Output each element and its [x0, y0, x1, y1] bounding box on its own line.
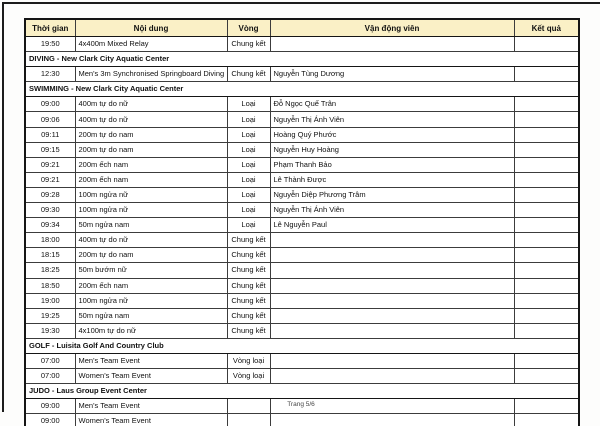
event-row	[25, 172, 579, 187]
event-cell: 400m tự do nữ	[75, 112, 227, 127]
athlete-cell	[270, 308, 514, 323]
event-cell: Men's Team Event	[75, 353, 227, 368]
event-row	[25, 127, 579, 142]
result-cell	[514, 353, 579, 368]
event-row	[25, 293, 579, 308]
event-cell: 4x400m Mixed Relay	[75, 37, 227, 52]
event-cell: 200m ếch nam	[75, 172, 227, 187]
event-row	[25, 414, 579, 426]
result-cell	[514, 142, 579, 157]
athlete-cell	[270, 233, 514, 248]
event-cell: 50m ngửa nam	[75, 218, 227, 233]
col-header-event: Nội dung	[75, 19, 227, 37]
result-cell	[514, 127, 579, 142]
result-cell	[514, 203, 579, 218]
round-cell: Loại	[227, 172, 270, 187]
athlete-cell	[270, 263, 514, 278]
result-cell	[514, 233, 579, 248]
athlete-cell: Nguyễn Thị Ánh Viên	[270, 203, 514, 218]
event-cell: 50m ngửa nam	[75, 308, 227, 323]
event-row	[25, 248, 579, 263]
result-cell	[514, 323, 579, 338]
time-cell: 19:00	[25, 293, 75, 308]
time-cell: 19:50	[25, 37, 75, 52]
event-row	[25, 187, 579, 202]
result-cell	[514, 97, 579, 112]
time-cell: 09:28	[25, 187, 75, 202]
round-cell: Chung kết	[227, 278, 270, 293]
athlete-cell	[270, 37, 514, 52]
time-cell: 09:30	[25, 203, 75, 218]
time-cell: 07:00	[25, 353, 75, 368]
athlete-cell: Hoàng Quý Phước	[270, 127, 514, 142]
event-row	[25, 353, 579, 368]
round-cell: Chung kết	[227, 263, 270, 278]
event-cell: 200m ếch nam	[75, 278, 227, 293]
athlete-cell	[270, 353, 514, 368]
result-cell	[514, 414, 579, 426]
col-header-athlete: Vận động viên	[270, 19, 514, 37]
event-cell: Women's Team Event	[75, 369, 227, 384]
athlete-cell: Phạm Thanh Bảo	[270, 157, 514, 172]
athlete-cell	[270, 323, 514, 338]
event-cell: 200m tự do nam	[75, 127, 227, 142]
event-cell: Men's Team Event	[75, 399, 227, 414]
athlete-cell: Nguyễn Tùng Dương	[270, 67, 514, 82]
athlete-cell	[270, 278, 514, 293]
result-cell	[514, 308, 579, 323]
round-cell: Chung kết	[227, 293, 270, 308]
event-cell: 200m tự do nam	[75, 142, 227, 157]
result-cell	[514, 248, 579, 263]
time-cell: 09:00	[25, 414, 75, 426]
athlete-cell: Lê Thành Được	[270, 172, 514, 187]
time-cell: 09:34	[25, 218, 75, 233]
event-row	[25, 308, 579, 323]
time-cell: 09:21	[25, 157, 75, 172]
section-row	[25, 384, 579, 399]
event-cell: Women's Team Event	[75, 414, 227, 426]
time-cell: 07:00	[25, 369, 75, 384]
time-cell: 19:30	[25, 323, 75, 338]
result-cell	[514, 67, 579, 82]
result-cell	[514, 218, 579, 233]
round-cell: Chung kết	[227, 308, 270, 323]
result-cell	[514, 263, 579, 278]
athlete-cell	[270, 248, 514, 263]
schedule-table	[24, 18, 580, 426]
event-row	[25, 37, 579, 52]
col-header-result: Kết quả	[514, 19, 579, 37]
result-cell	[514, 187, 579, 202]
table-header	[25, 19, 579, 37]
time-cell: 18:15	[25, 248, 75, 263]
athlete-cell	[270, 293, 514, 308]
event-cell: 200m ếch nam	[75, 157, 227, 172]
event-row	[25, 97, 579, 112]
athlete-cell: Đỗ Ngọc Quế Trân	[270, 97, 514, 112]
athlete-cell	[270, 414, 514, 426]
result-cell	[514, 157, 579, 172]
round-cell: Vòng loại	[227, 369, 270, 384]
event-row	[25, 203, 579, 218]
time-cell: 18:25	[25, 263, 75, 278]
round-cell: Loại	[227, 218, 270, 233]
result-cell	[514, 112, 579, 127]
round-cell: Chung kết	[227, 248, 270, 263]
event-row	[25, 278, 579, 293]
event-row	[25, 67, 579, 82]
athlete-cell: Nguyễn Huy Hoàng	[270, 142, 514, 157]
event-cell: 400m tự do nữ	[75, 97, 227, 112]
time-cell: 12:30	[25, 67, 75, 82]
section-row	[25, 52, 579, 67]
event-cell: Men's 3m Synchronised Springboard Diving	[75, 67, 227, 82]
event-cell: 200m tự do nam	[75, 248, 227, 263]
round-cell: Loại	[227, 127, 270, 142]
section-row	[25, 338, 579, 353]
event-row	[25, 323, 579, 338]
event-row	[25, 142, 579, 157]
result-cell	[514, 369, 579, 384]
time-cell: 18:50	[25, 278, 75, 293]
section-label: GOLF - Luisita Golf And Country Club	[25, 338, 579, 353]
event-cell: 4x100m tự do nữ	[75, 323, 227, 338]
athlete-cell: Nguyễn Thị Ánh Viên	[270, 112, 514, 127]
athlete-cell	[270, 369, 514, 384]
round-cell: Vòng loại	[227, 353, 270, 368]
time-cell: 09:21	[25, 172, 75, 187]
event-row	[25, 369, 579, 384]
col-header-time: Thời gian	[25, 19, 75, 37]
event-cell: 400m tự do nữ	[75, 233, 227, 248]
event-row	[25, 112, 579, 127]
round-cell: Loại	[227, 187, 270, 202]
result-cell	[514, 172, 579, 187]
round-cell: Loại	[227, 112, 270, 127]
page-edge-left	[2, 2, 4, 412]
col-header-round: Vòng	[227, 19, 270, 37]
event-cell: 100m ngửa nữ	[75, 293, 227, 308]
result-cell	[514, 278, 579, 293]
athlete-cell: Lê Nguyễn Paul	[270, 218, 514, 233]
header-row	[25, 19, 579, 37]
round-cell: Chung kết	[227, 67, 270, 82]
event-row	[25, 157, 579, 172]
section-label: JUDO - Laus Group Event Center	[25, 384, 579, 399]
round-cell: Loại	[227, 157, 270, 172]
round-cell: Loại	[227, 203, 270, 218]
time-cell: 09:00	[25, 97, 75, 112]
table-body	[25, 37, 579, 426]
section-label: SWIMMING - New Clark City Aquatic Center	[25, 82, 579, 97]
round-cell: Loại	[227, 142, 270, 157]
time-cell: 18:00	[25, 233, 75, 248]
event-row	[25, 233, 579, 248]
event-row	[25, 263, 579, 278]
round-cell: Chung kết	[227, 323, 270, 338]
time-cell: 09:06	[25, 112, 75, 127]
section-row	[25, 82, 579, 97]
event-cell: 100m ngửa nữ	[75, 187, 227, 202]
time-cell: 09:00	[25, 399, 75, 414]
time-cell: 09:15	[25, 142, 75, 157]
result-cell	[514, 293, 579, 308]
athlete-cell: Nguyễn Diệp Phương Trâm	[270, 187, 514, 202]
page-number: Trang 5/6	[287, 401, 315, 408]
round-cell	[227, 414, 270, 426]
event-row	[25, 218, 579, 233]
section-label: DIVING - New Clark City Aquatic Center	[25, 52, 579, 67]
round-cell: Loại	[227, 97, 270, 112]
round-cell: Chung kết	[227, 233, 270, 248]
event-cell: 50m bướm nữ	[75, 263, 227, 278]
event-cell: 100m ngửa nữ	[75, 203, 227, 218]
time-cell: 09:11	[25, 127, 75, 142]
result-cell	[514, 37, 579, 52]
page-edge-top	[2, 2, 600, 4]
time-cell: 19:25	[25, 308, 75, 323]
round-cell: Chung kết	[227, 37, 270, 52]
